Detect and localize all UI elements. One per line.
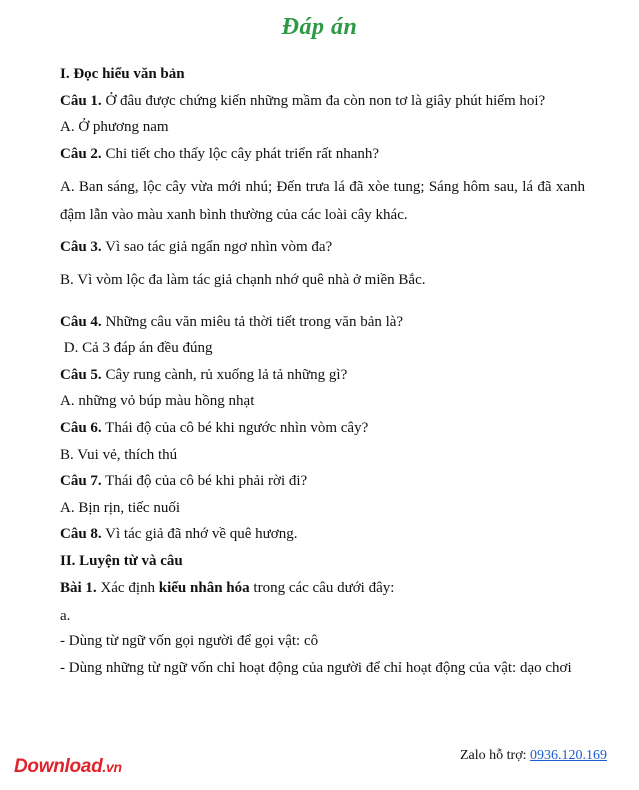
brand-name: Download	[14, 756, 103, 777]
zalo-phone-link[interactable]: 0936.120.169	[530, 748, 607, 763]
exercise-part-a: a.	[60, 608, 71, 624]
answer-7: A. Bịn rịn, tiếc nuối	[60, 500, 180, 516]
question-4	[60, 312, 585, 332]
section-heading-vocabulary: II. Luyện từ và câu	[60, 553, 183, 569]
question-2	[60, 144, 585, 164]
exercise-suffix: trong các câu dưới đây:	[253, 580, 395, 596]
zalo-support	[460, 748, 607, 764]
question-label: Câu 8.	[60, 526, 102, 542]
question-label: Câu 5.	[60, 367, 102, 383]
question-6	[60, 418, 585, 438]
question-text: Chi tiết cho thấy lộc cây phát triển rất nhanh?	[105, 146, 380, 162]
answer-2: A. Ban sáng, lộc cây vừa mới nhú; Đến trưa lá đã xòe tung; Sáng hôm sau, lá đã xanh đậm lẫn vào màu xanh bình thường của các loài cây khác.	[60, 179, 585, 223]
question-text: Cây rung cành, rủ xuống lả tả những gì?	[105, 367, 348, 383]
question-5	[60, 365, 585, 385]
question-7	[60, 471, 585, 491]
question-label: Câu 3.	[60, 239, 102, 255]
exercise-item-2: - Dùng những từ ngữ vốn chỉ hoạt động của người để chỉ hoạt động của vật: dạo chơi	[60, 660, 572, 676]
page-title: Đáp án	[281, 14, 358, 40]
question-label: Câu 2.	[60, 146, 102, 162]
answer-6: B. Vui vẻ, thích thú	[60, 447, 178, 463]
question-1	[60, 91, 585, 111]
question-label: Câu 1.	[60, 93, 102, 109]
question-label: Câu 7.	[60, 473, 102, 489]
question-text: Những câu văn miêu tả thời tiết trong văn bản là?	[105, 314, 404, 330]
question-text: Vì sao tác giả ngẩn ngơ nhìn vòm đa?	[105, 239, 333, 255]
exercise-item-1: - Dùng từ ngữ vốn gọi người để gọi vật: cô	[60, 633, 319, 649]
question-label: Câu 4.	[60, 314, 102, 330]
question-text: Thái độ của cô bé khi phải rời đi?	[105, 473, 308, 489]
question-3	[60, 237, 585, 257]
section-heading-reading: I. Đọc hiểu văn bản	[60, 66, 185, 82]
download-vn-logo[interactable]	[14, 756, 122, 778]
question-text: Ở đâu được chứng kiến những mầm đa còn non tơ là giây phút hiếm hoi?	[105, 93, 546, 109]
exercise-keyword: kiểu nhân hóa	[158, 580, 250, 596]
question-text: Vì tác giả đã nhớ về quê hương.	[105, 526, 298, 542]
question-8	[60, 524, 585, 544]
exercise-label: Bài 1.	[60, 580, 97, 596]
question-label: Câu 6.	[60, 420, 102, 436]
answer-5: A. những vỏ búp màu hồng nhạt	[60, 393, 255, 409]
answer-3: B. Vì vòm lộc đa làm tác giả chạnh nhớ quê nhà ở miền Bắc.	[60, 272, 426, 288]
exercise-prefix: Xác định	[100, 580, 156, 596]
zalo-support-label: Zalo hỗ trợ:	[460, 748, 527, 763]
brand-tld: .vn	[102, 759, 122, 775]
question-text: Thái độ của cô bé khi ngước nhìn vòm cây?	[105, 420, 369, 436]
exercise-1	[60, 578, 585, 598]
answer-1: A. Ở phương nam	[60, 119, 169, 135]
answer-4: D. Cả 3 đáp án đều đúng	[60, 340, 213, 356]
